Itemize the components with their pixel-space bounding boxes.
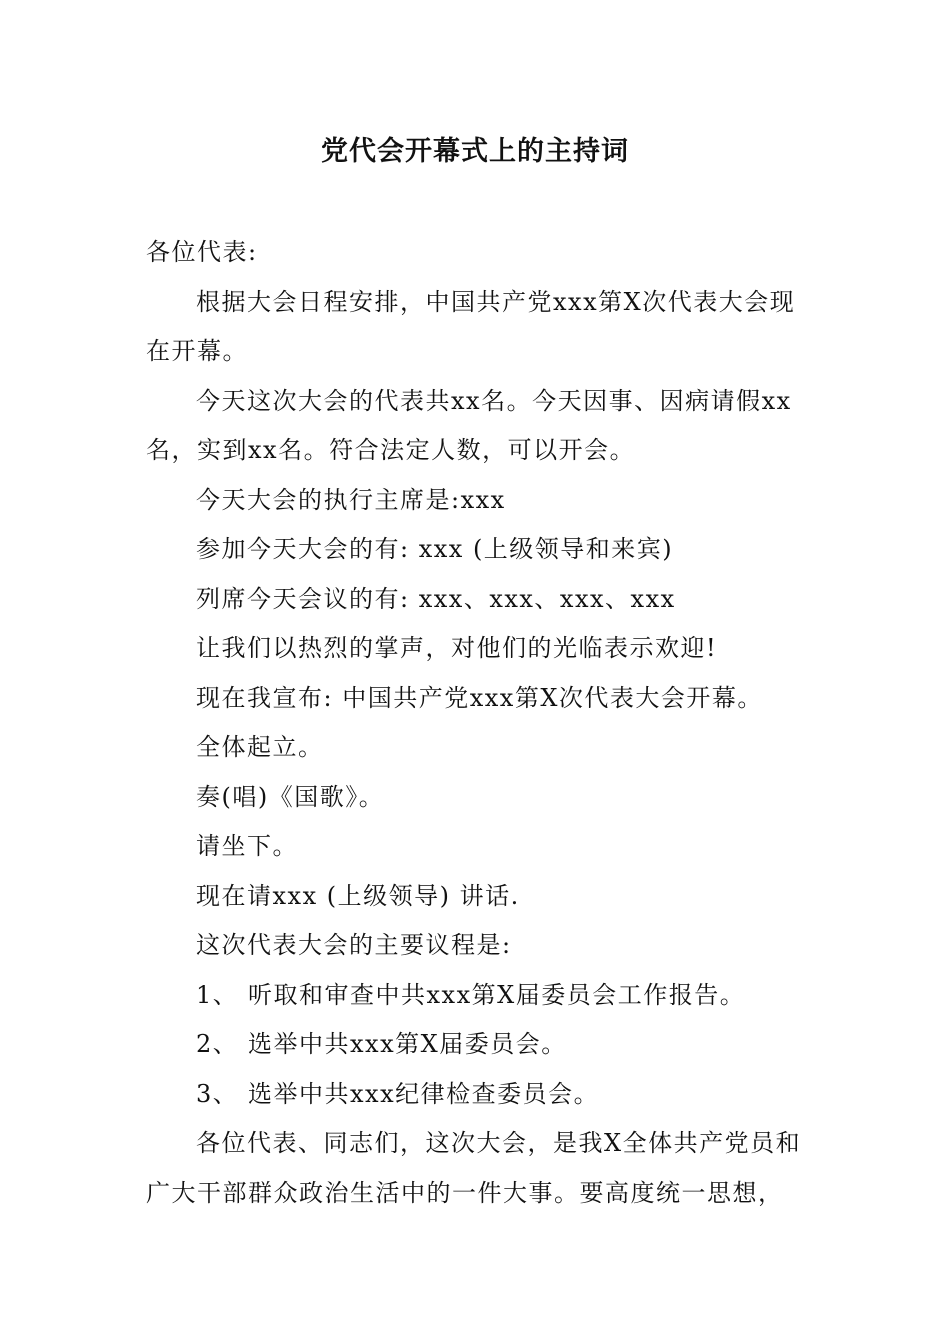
paragraph-closing: 各位代表、同志们，这次大会，是我X全体共产党员和广大干部群众政治生活中的一件大事。要高度统一思想， [146, 1129, 802, 1207]
paragraph-announcement: 现在我宣布: 中国共产党xxx第X次代表大会开幕。 [196, 683, 763, 712]
salutation: 各位代表: [146, 238, 258, 266]
document-body [146, 228, 810, 1218]
paragraph-chair: 今天大会的执行主席是:xxx [196, 485, 506, 514]
agenda-number: 1、 [196, 980, 239, 1009]
agenda-number: 3、 [196, 1079, 239, 1108]
agenda-number: 2、 [196, 1030, 239, 1058]
paragraph-opening: 根据大会日程安排，中国共产党xxx第X次代表大会现在开幕。 [146, 287, 796, 365]
paragraph-stand: 全体起立。 [196, 733, 324, 761]
agenda-text: 听取和审查中共xxx第X届委员会工作报告。 [248, 980, 746, 1009]
paragraph-observers: 列席今天会议的有: xxx、xxx、xxx、xxx [196, 584, 676, 613]
agenda-item [146, 971, 810, 1021]
paragraph-guests: 参加今天大会的有: xxx (上级领导和来宾) [196, 535, 674, 563]
paragraph-sit: 请坐下。 [196, 832, 298, 860]
paragraph-agenda-intro: 这次代表大会的主要议程是: [196, 931, 512, 959]
agenda-item [146, 1020, 810, 1070]
agenda-text: 选举中共xxx纪律检查委员会。 [248, 1079, 600, 1108]
document-title: 党代会开幕式上的主持词 [321, 136, 629, 167]
paragraph-attendance: 今天这次大会的代表共xx名。今天因事、因病请假xx名，实到xx名。符合法定人数，可以开会。 [146, 386, 792, 464]
paragraph-welcome: 让我们以热烈的掌声，对他们的光临表示欢迎! [196, 634, 718, 662]
paragraph-speech: 现在请xxx (上级领导) 讲话. [196, 881, 520, 910]
paragraph-anthem: 奏(唱)《国歌》。 [196, 782, 385, 811]
agenda-item [146, 1070, 810, 1120]
agenda-text: 选举中共xxx第X届委员会。 [248, 1030, 567, 1058]
